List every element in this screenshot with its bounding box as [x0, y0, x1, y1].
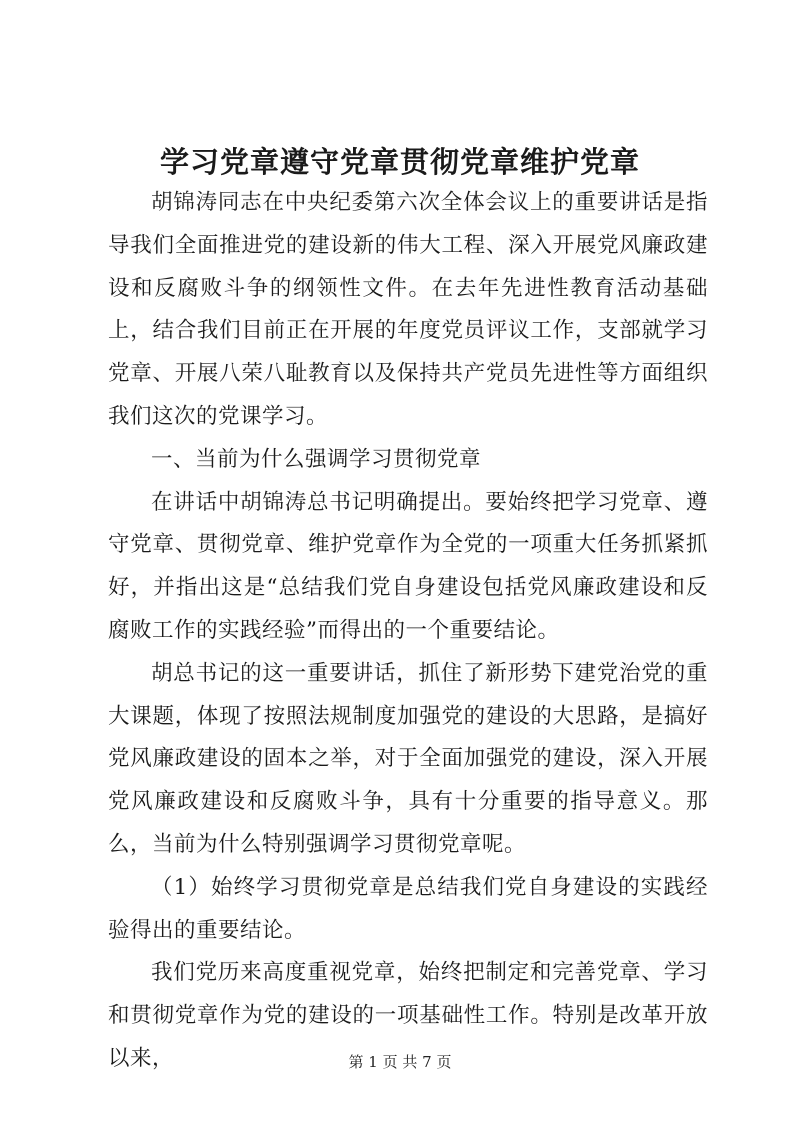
- section-heading: 一、当前为什么强调学习贯彻党章: [151, 446, 482, 472]
- paragraph: 在讲话中胡锦涛总书记明确提出。要始终把学习党章、遵守党章、贯彻党章、维护党章作为全党的一项重大任务抓紧抓好，并指出这是“总结我们党自身建设包括党风廉政建设和反腐败工作的实践经验”而得出的一个重要结论。: [108, 489, 708, 643]
- paragraph: 胡总书记的这一重要讲话，抓住了新形势下建党治党的重大课题，体现了按照法规制度加强党的建设的大思路，是搞好党风廉政建设的固本之举，对于全面加强党的建设，深入开展党风廉政建设和反腐败斗争，具有十分重要的指导意义。那么，当前为什么特别强调学习贯彻党章呢。: [108, 660, 708, 857]
- subsection-heading: （1）始终学习贯彻党章是总结我们党自身建设的实践经验得出的重要结论。: [108, 874, 708, 943]
- paragraph: 我们党历来高度重视党章，始终把制定和完善党章、学习和贯彻党章作为党的建设的一项基础性工作。特别是改革开放以来，: [108, 960, 708, 1071]
- document-title: 学习党章遵守党章贯彻党章维护党章: [159, 145, 640, 179]
- document-body: [108, 182, 708, 1081]
- page-number-footer: 第 1 页 共 7 页: [348, 1053, 452, 1071]
- paragraph-intro: 胡锦涛同志在中央纪委第六次全体会议上的重要讲话是指导我们全面推进党的建设新的伟大工程、深入开展党风廉政建设和反腐败斗争的纲领性文件。在去年先进性教育活动基础上，结合我们目前正在开展的年度党员评议工作，支部就学习党章、开展八荣八耻教育以及保持共产党员先进性等方面组织我们这次的党课学习。: [108, 190, 708, 429]
